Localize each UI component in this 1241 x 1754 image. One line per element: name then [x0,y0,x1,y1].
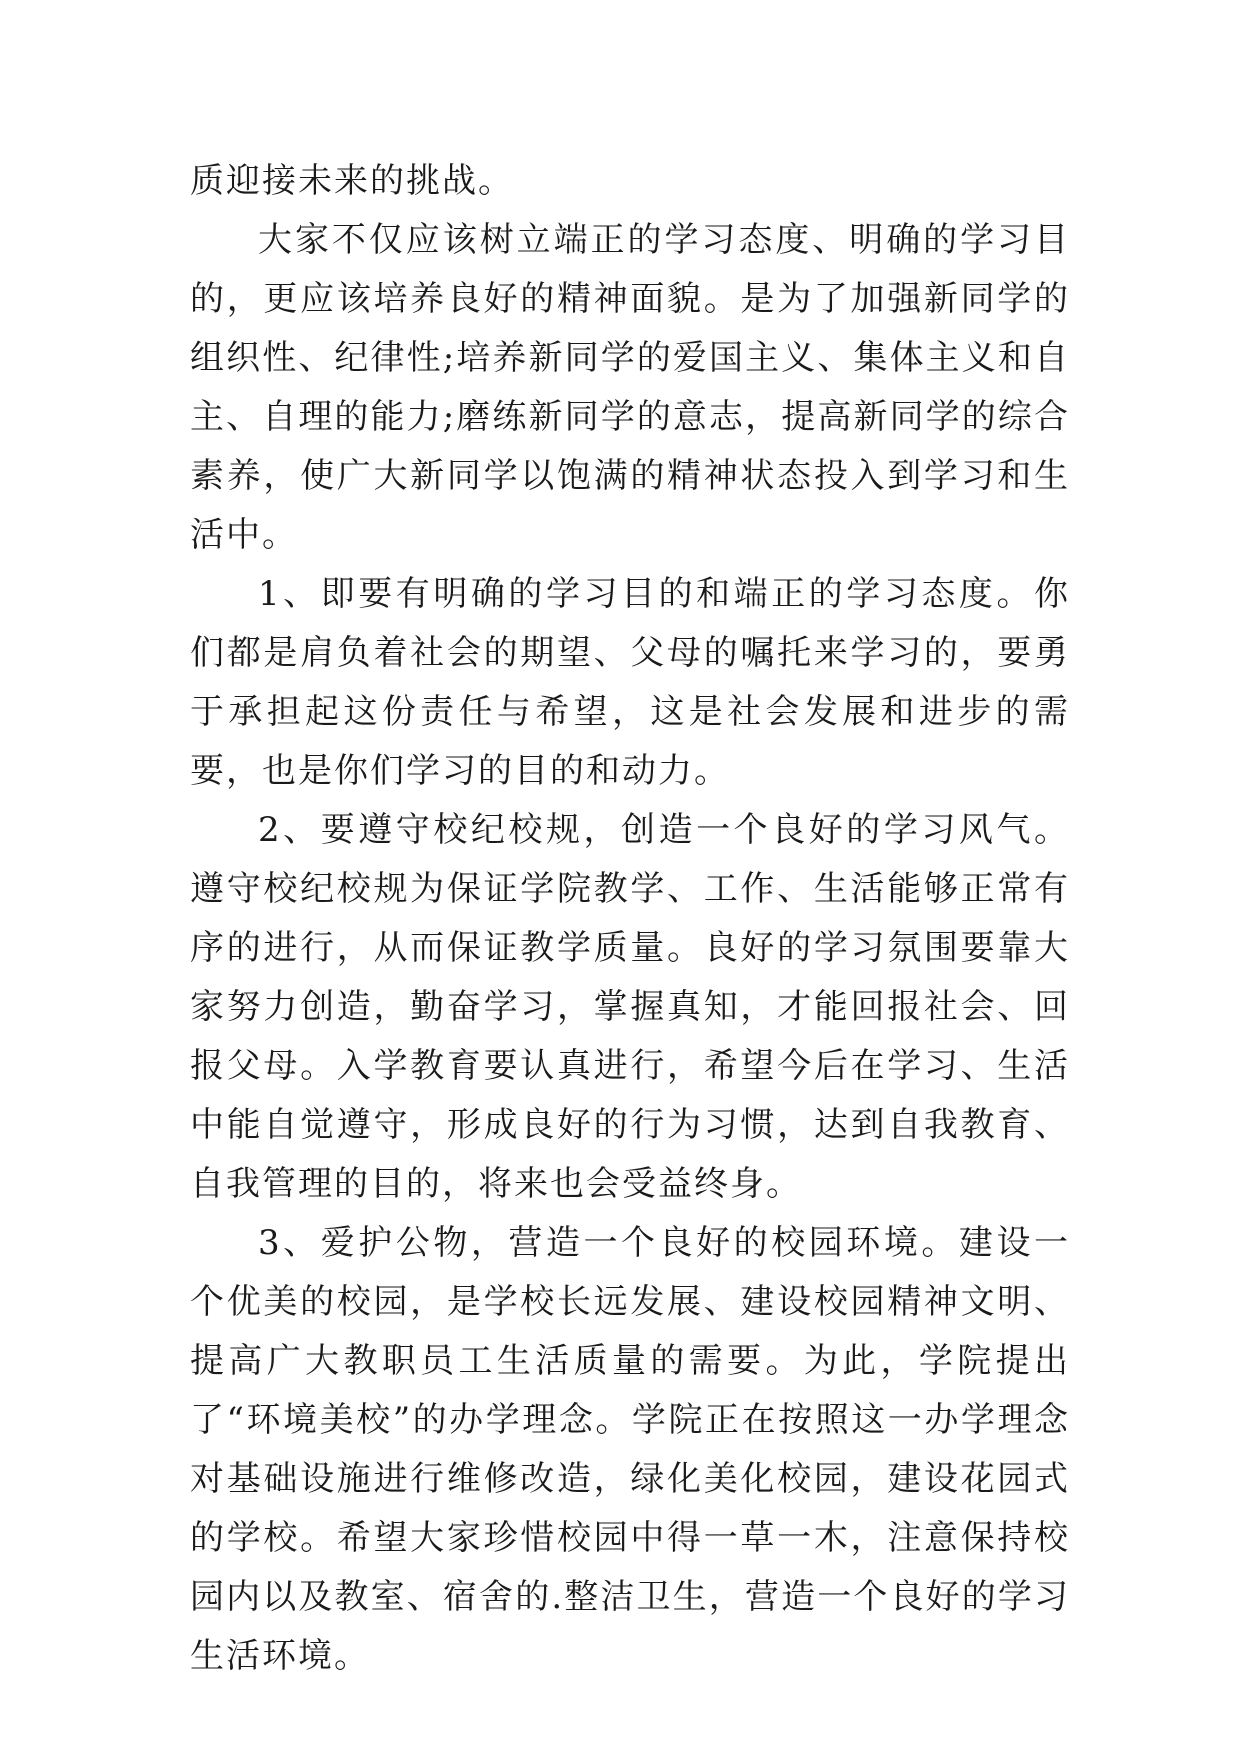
paragraph-point-3: 3、爱护公物，营造一个良好的校园环境。建设一个优美的校园，是学校长远发展、建设校园精神文明、提高广大教职员工生活质量的需要。为此，学院提出了“环境美校”的办学理念。学院正在按照这一办学理念对基础设施进行维修改造，绿化美化校园，建设花园式的学校。希望大家珍惜校园中得一草一木，注意保持校园内以及教室、宿舍的.整洁卫生，营造一个良好的学习生活环境。 [190,1223,1070,1676]
paragraph-point-2: 2、要遵守校纪校规，创造一个良好的学习风气。遵守校纪校规为保证学院教学、工作、生活能够正常有序的进行，从而保证教学质量。良好的学习氛围要靠大家努力创造，勤奋学习，掌握真知，才能回报社会、回报父母。入学教育要认真进行，希望今后在学习、生活中能自觉遵守，形成良好的行为习惯，达到自我教育、自我管理的目的，将来也会受益终身。 [190,810,1070,1204]
paragraph-point-1: 1、即要有明确的学习目的和端正的学习态度。你们都是肩负着社会的期望、父母的嘱托来学习的，要勇于承担起这份责任与希望，这是社会发展和进步的需要，也是你们学习的目的和动力。 [190,574,1070,791]
paragraph-continuation: 质迎接未来的挑战。 [190,161,514,201]
body-text [190,152,1070,1686]
paragraph-spirit: 大家不仅应该树立端正的学习态度、明确的学习目的，更应该培养良好的精神面貌。是为了加强新同学的组织性、纪律性;培养新同学的爱国主义、集体主义和自主、自理的能力;磨练新同学的意志，提高新同学的综合素养，使广大新同学以饱满的精神状态投入到学习和生活中。 [190,220,1070,555]
